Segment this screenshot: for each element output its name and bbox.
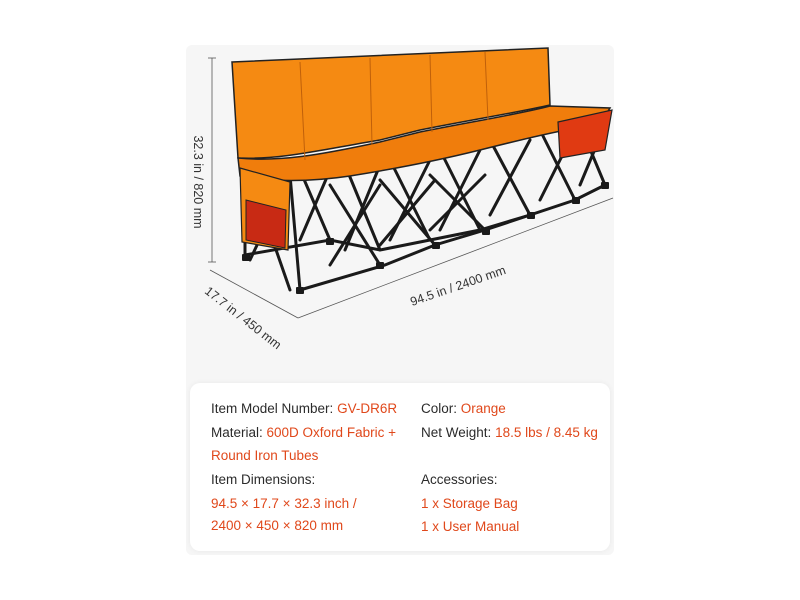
material-value-line1: 600D Oxford Fabric +	[266, 425, 396, 440]
color-row	[421, 401, 506, 416]
item-dimensions-value-line1: 94.5 × 17.7 × 32.3 inch /	[211, 496, 357, 511]
accessories-label: Accessories:	[421, 472, 498, 487]
accessory-user-manual: 1 x User Manual	[421, 519, 520, 534]
item-dimensions-value-line2: 2400 × 450 × 820 mm	[211, 518, 344, 533]
color-value: Orange	[460, 401, 506, 416]
model-number-row	[211, 401, 397, 416]
model-number-label: Item Model Number:	[211, 401, 334, 416]
accessory-storage-bag: 1 x Storage Bag	[421, 496, 518, 511]
length-dimension-label: 94.5 in / 2400 mm	[408, 263, 508, 309]
net-weight-label: Net Weight:	[421, 425, 492, 440]
material-label: Material:	[211, 425, 263, 440]
color-label: Color:	[421, 401, 458, 416]
depth-dimension-label: 17.7 in / 450 mm	[202, 283, 284, 353]
height-dimension-label: 32.3 in / 820 mm	[191, 135, 205, 229]
model-number-value: GV-DR6R	[337, 401, 398, 416]
bench-feet	[242, 182, 609, 294]
item-dimensions-label: Item Dimensions:	[211, 472, 316, 487]
material-row	[211, 425, 396, 440]
net-weight-row	[421, 425, 598, 440]
net-weight-value: 18.5 lbs / 8.45 kg	[495, 425, 598, 440]
material-value-line2: Round Iron Tubes	[211, 448, 319, 463]
